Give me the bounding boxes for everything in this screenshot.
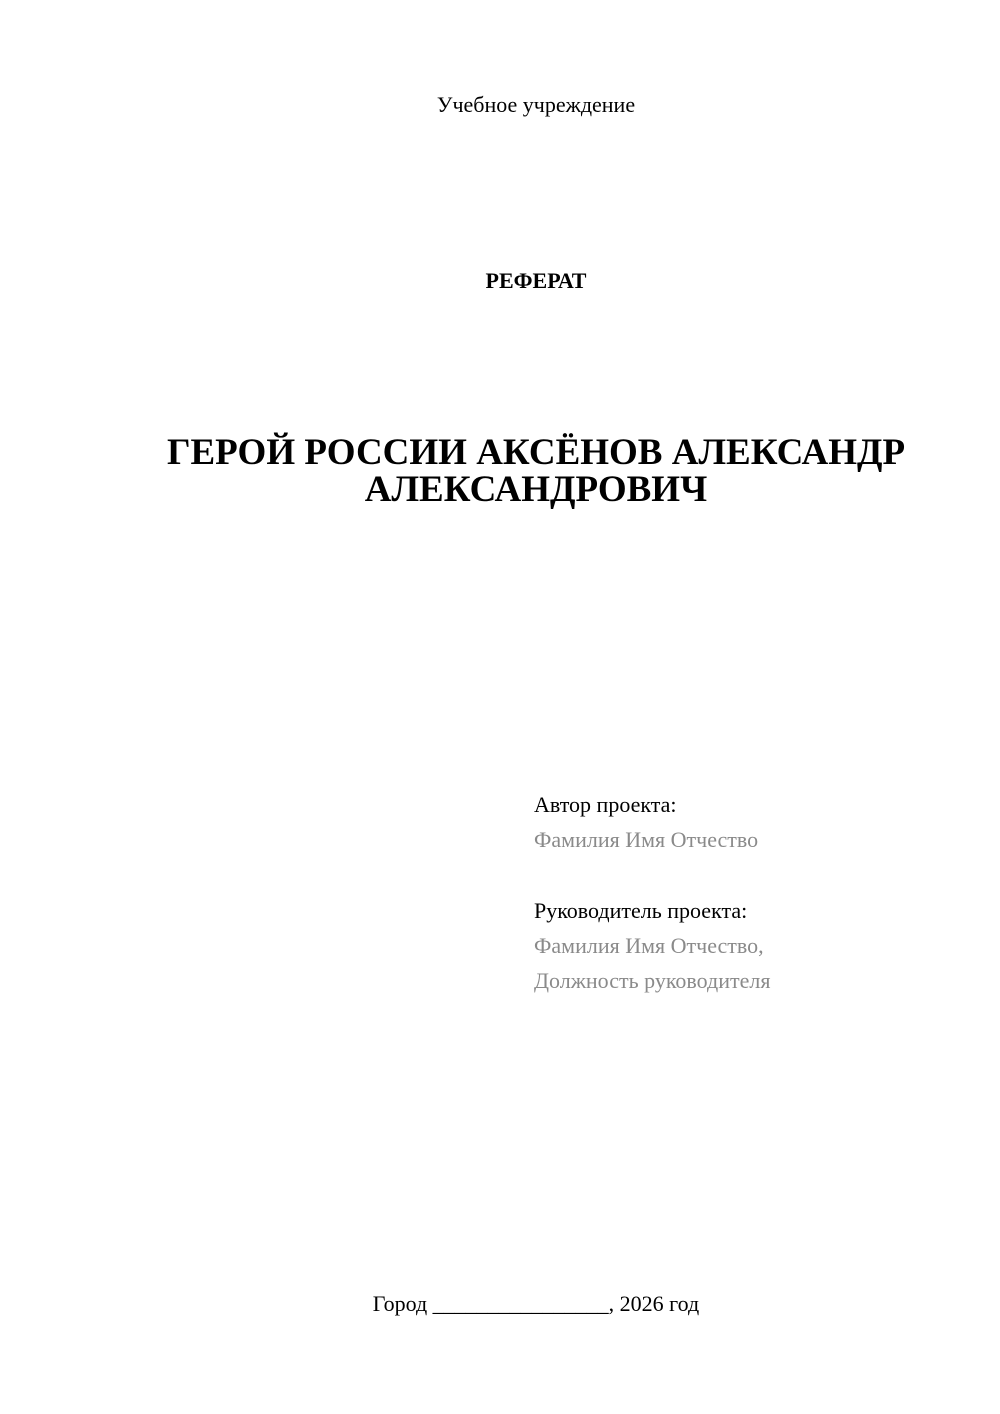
- project-info-block: [534, 787, 954, 998]
- document-type: РЕФЕРАТ: [485, 268, 587, 293]
- document-title-line-1: ГЕРОЙ РОССИИ АКСЁНОВ АЛЕКСАНДР: [166, 432, 906, 473]
- supervisor-label: Руководитель проекта:: [534, 898, 748, 923]
- supervisor-position: Должность руководителя: [534, 968, 771, 993]
- author-label: Автор проекта:: [534, 792, 677, 817]
- document-title-line-2: АЛЕКСАНДРОВИЧ: [364, 469, 708, 510]
- institution-name: Учебное учреждение: [436, 92, 636, 117]
- document-title: [120, 434, 952, 508]
- author-name: Фамилия Имя Отчество: [534, 827, 759, 852]
- city-year-line: Город ________________, 2026 год: [372, 1291, 700, 1316]
- info-spacer: [534, 857, 954, 893]
- supervisor-name: Фамилия Имя Отчество,: [534, 933, 764, 958]
